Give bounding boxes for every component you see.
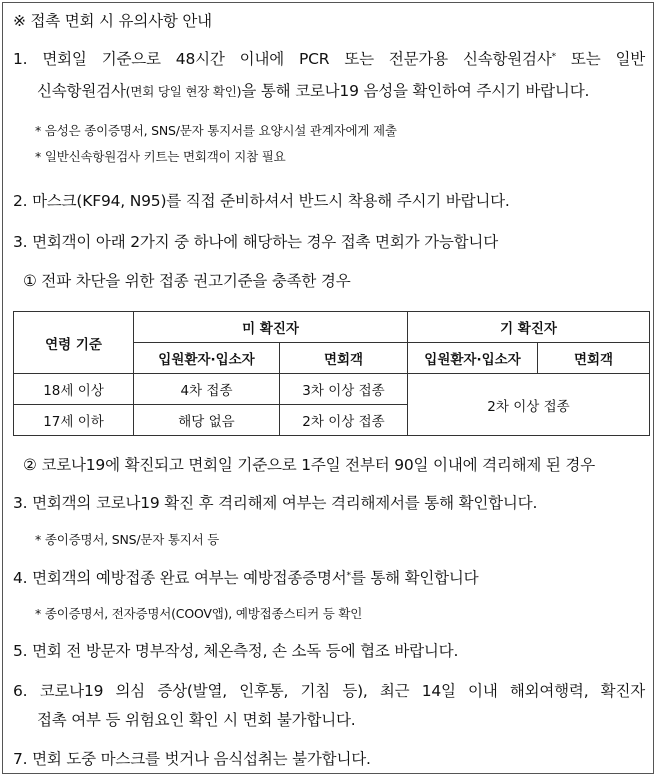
item-3b-text: 3. 면회객의 코로나19 확진 후 격리해제 여부는 격리해제서를 통해 확인합니다. xyxy=(13,494,538,512)
item-5 xyxy=(13,641,458,661)
item-7 xyxy=(13,749,371,769)
row-2-age: 17세 이하 xyxy=(14,405,134,436)
confirmed-value: 2차 이상 접종 xyxy=(408,374,650,436)
item-6-line-2 xyxy=(37,710,356,730)
item-4-text-end: 를 통해 확인합니다 xyxy=(350,569,479,587)
item-4-note xyxy=(35,604,362,624)
row-2-resident: 해당 없음 xyxy=(134,405,280,436)
confirmed-visitor-header: 면회객 xyxy=(538,343,650,374)
item-6-text: 6. 코로나19 의심 증상(발열, 인후통, 기침 등), 최근 14일 이내 해외여행력, 확진자 xyxy=(13,682,645,700)
item-1-note-2-text: * 일반신속항원검사 키트는 면회객이 지참 필요 xyxy=(35,149,286,164)
item-7-text: 7. 면회 도중 마스크를 벗거나 음식섭취는 불가합니다. xyxy=(13,750,371,768)
row-1-age: 18세 이상 xyxy=(14,374,134,405)
item-3b-note-text: * 종이증명서, SNS/문자 통지서 등 xyxy=(35,532,220,547)
item-1-note-2 xyxy=(35,147,286,167)
item-5-text: 5. 면회 전 방문자 명부작성, 체온측정, 손 소독 등에 협조 바랍니다. xyxy=(13,642,459,660)
condition-2-text: ② 코로나19에 확진되고 면회일 기준으로 1주일 전부터 90일 이내에 격리해제 된 경우 xyxy=(23,456,595,474)
unconfirmed-resident-header: 입원환자·입소자 xyxy=(134,343,280,374)
item-4-text: 4. 면회객의 예방접종 완료 여부는 예방접종증명서 xyxy=(13,569,347,587)
item-4-note-text: * 종이증명서, 전자증명서(COOV앱), 예방접종스티커 등 확인 xyxy=(35,606,363,621)
row-2-visitor: 2차 이상 접종 xyxy=(280,405,408,436)
age-criteria-header: 연령 기준 xyxy=(14,312,134,374)
notice-document xyxy=(2,2,654,774)
unconfirmed-visitor-header: 면회객 xyxy=(280,343,408,374)
notice-title xyxy=(13,11,212,31)
notice-title-text: ※ 접촉 면회 시 유의사항 안내 xyxy=(13,12,212,30)
confirmed-header: 기 확진자 xyxy=(408,312,650,343)
condition-2 xyxy=(23,455,595,475)
item-4 xyxy=(13,568,478,588)
item-6-text-cont: 접촉 여부 등 위험요인 확인 시 면회 불가합니다. xyxy=(37,711,356,729)
item-3-text: 3. 면회객이 아래 2가지 중 하나에 해당하는 경우 접촉 면회가 가능합니다 xyxy=(13,233,498,251)
item-4-footnote-mark: * xyxy=(346,571,351,581)
item-1-line-2-a: 신속항원검사 xyxy=(37,82,126,100)
item-1-note-1 xyxy=(35,121,397,141)
item-6-line-1 xyxy=(13,681,645,701)
item-3 xyxy=(13,232,498,252)
item-1-text: 1. 면회일 기준으로 48시간 이내에 PCR 또는 전문가용 신속항원검사 xyxy=(13,50,552,68)
item-2 xyxy=(13,191,510,211)
condition-1 xyxy=(23,271,350,291)
item-1-line-1 xyxy=(13,49,645,69)
item-1-note-1-text: * 음성은 종이증명서, SNS/문자 통지서를 요양시설 관계자에게 제출 xyxy=(35,123,397,138)
vaccination-criteria-table xyxy=(13,311,650,436)
item-1-line-2 xyxy=(37,81,589,102)
condition-1-text: ① 전파 차단을 위한 접종 권고기준을 충족한 경우 xyxy=(23,272,351,290)
item-3b-note xyxy=(35,530,219,550)
item-1-text-end: 또는 일반 xyxy=(555,50,646,68)
item-2-text: 2. 마스크(KF94, N95)를 직접 준비하셔서 반드시 착용해 주시기 바랍니다. xyxy=(13,192,510,210)
item-1-line-2-note: (면회 당일 현장 확인) xyxy=(125,84,242,99)
row-1-visitor: 3차 이상 접종 xyxy=(280,374,408,405)
row-1-resident: 4차 접종 xyxy=(134,374,280,405)
item-3b xyxy=(13,493,537,513)
confirmed-resident-header: 입원환자·입소자 xyxy=(408,343,538,374)
table-row xyxy=(14,374,650,405)
unconfirmed-header: 미 확진자 xyxy=(134,312,408,343)
table-row xyxy=(14,312,650,343)
item-1-footnote-mark: * xyxy=(551,52,556,62)
item-1-line-2-b: 을 통해 코로나19 음성을 확인하여 주시기 바랍니다. xyxy=(241,82,590,100)
